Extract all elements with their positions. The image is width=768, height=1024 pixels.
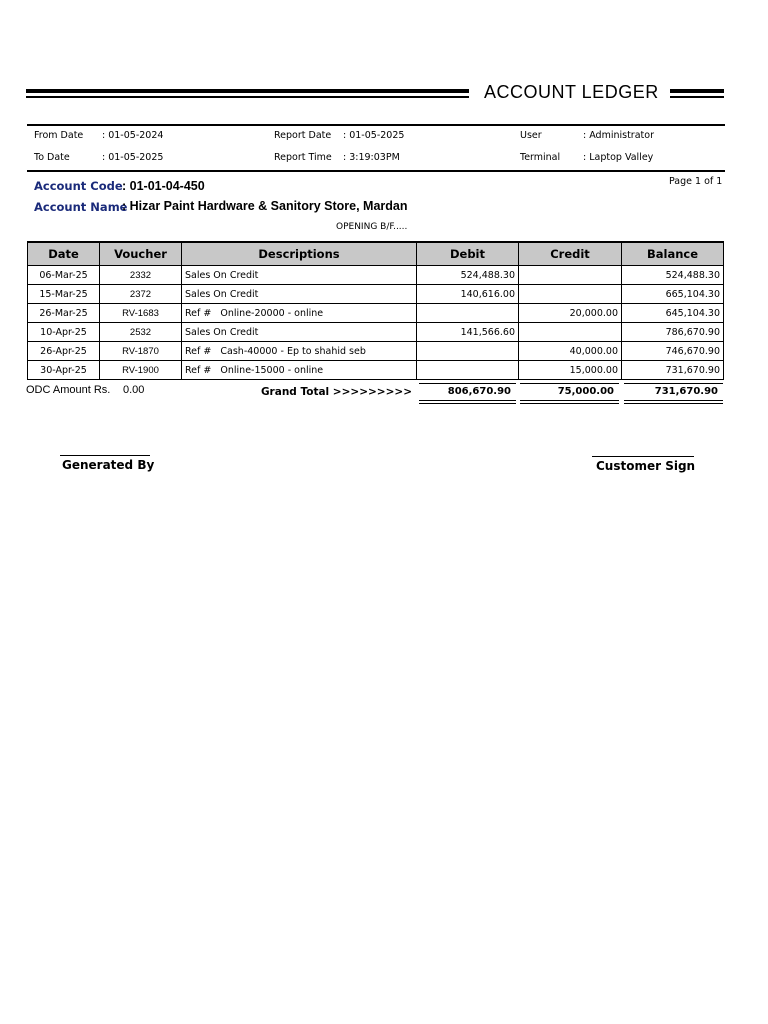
cell-debit: [417, 361, 519, 380]
cell-credit: [519, 266, 622, 285]
total-balance-underline-1: [624, 400, 723, 401]
report-time-label: Report Time: [274, 152, 332, 163]
report-date-label: Report Date: [274, 130, 332, 141]
cell-credit: 40,000.00: [519, 342, 622, 361]
cell-debit: 141,566.60: [417, 323, 519, 342]
cell-credit: [519, 285, 622, 304]
cell-debit: [417, 342, 519, 361]
terminal-value: : Laptop Valley: [583, 152, 654, 163]
cell-balance: 746,670.90: [622, 342, 724, 361]
total-debit-top-rule: [419, 383, 516, 384]
cell-description: Ref # Online-15000 - online: [182, 361, 417, 380]
grand-total-balance: 731,670.90: [654, 386, 718, 397]
col-header-voucher: Voucher: [100, 242, 182, 266]
cell-voucher: RV-1870: [100, 342, 182, 361]
to-date-value: : 01-05-2025: [102, 152, 164, 163]
cell-balance: 786,670.90: [622, 323, 724, 342]
col-header-descriptions: Descriptions: [182, 242, 417, 266]
table-row: [28, 323, 724, 342]
cell-voucher: 2372: [100, 285, 182, 304]
total-balance-underline-2: [624, 403, 723, 404]
cell-date: 15-Mar-25: [28, 285, 100, 304]
total-debit-underline-2: [419, 403, 516, 404]
user-label: User: [520, 130, 542, 141]
generated-by-label: Generated By: [62, 458, 155, 472]
total-debit-underline-1: [419, 400, 516, 401]
from-date-value: : 01-05-2024: [102, 130, 164, 141]
customer-sign-line: [592, 456, 694, 457]
title-rule-right-thin: [670, 96, 724, 98]
total-credit-underline-1: [520, 400, 619, 401]
cell-date: 10-Apr-25: [28, 323, 100, 342]
cell-debit: 524,488.30: [417, 266, 519, 285]
odc-amount-label: ODC Amount Rs.: [26, 384, 111, 396]
col-header-credit: Credit: [519, 242, 622, 266]
cell-date: 30-Apr-25: [28, 361, 100, 380]
to-date-label: To Date: [34, 152, 70, 163]
cell-voucher: 2332: [100, 266, 182, 285]
col-header-debit: Debit: [417, 242, 519, 266]
col-header-date: Date: [28, 242, 100, 266]
total-balance-top-rule: [624, 383, 723, 384]
ledger-table: [27, 241, 724, 380]
account-code-label: Account Code: [34, 179, 123, 193]
table-row: [28, 285, 724, 304]
cell-credit: [519, 323, 622, 342]
account-name-value: : Hizar Paint Hardware & Sanitory Store, Mardan: [122, 199, 408, 213]
cell-description: Sales On Credit: [182, 323, 417, 342]
grand-total-debit: 806,670.90: [447, 386, 511, 397]
cell-description: Ref # Cash-40000 - Ep to shahid seb: [182, 342, 417, 361]
table-row: [28, 266, 724, 285]
cell-balance: 645,104.30: [622, 304, 724, 323]
cell-description: Sales On Credit: [182, 285, 417, 304]
cell-debit: 140,616.00: [417, 285, 519, 304]
cell-balance: 731,670.90: [622, 361, 724, 380]
grand-total-credit: 75,000.00: [557, 386, 614, 397]
odc-amount-value: 0.00: [123, 384, 145, 396]
report-time-value: : 3:19:03PM: [343, 152, 400, 163]
title-rule-right-thick: [670, 89, 724, 93]
from-date-label: From Date: [34, 130, 84, 141]
cell-date: 26-Apr-25: [28, 342, 100, 361]
title-rule-left-thick: [26, 89, 469, 93]
account-code-value: : 01-01-04-450: [122, 179, 205, 193]
total-credit-top-rule: [520, 383, 619, 384]
cell-balance: 665,104.30: [622, 285, 724, 304]
title-rule-left-thin: [26, 96, 469, 98]
cell-description: Ref # Online-20000 - online: [182, 304, 417, 323]
header-bottom-rule: [27, 170, 725, 172]
report-title: ACCOUNT LEDGER: [484, 82, 659, 102]
cell-voucher: RV-1900: [100, 361, 182, 380]
table-row: [28, 304, 724, 323]
report-date-value: : 01-05-2025: [343, 130, 405, 141]
grand-total-label: Grand Total >>>>>>>>>: [260, 386, 412, 398]
cell-debit: [417, 304, 519, 323]
cell-voucher: RV-1683: [100, 304, 182, 323]
cell-date: 06-Mar-25: [28, 266, 100, 285]
total-credit-underline-2: [520, 403, 619, 404]
page-number: Page 1 of 1: [669, 176, 723, 187]
table-row: [28, 361, 724, 380]
account-name-label: Account Name: [34, 200, 128, 214]
col-header-balance: Balance: [622, 242, 724, 266]
opening-balance-label: OPENING B/F.....: [336, 222, 408, 232]
cell-credit: 15,000.00: [519, 361, 622, 380]
cell-description: Sales On Credit: [182, 266, 417, 285]
user-value: : Administrator: [583, 130, 654, 141]
terminal-label: Terminal: [520, 152, 561, 163]
header-top-rule: [27, 124, 725, 126]
table-row: [28, 342, 724, 361]
cell-balance: 524,488.30: [622, 266, 724, 285]
cell-credit: 20,000.00: [519, 304, 622, 323]
generated-by-line: [60, 455, 150, 456]
ledger-header-row: [28, 242, 724, 266]
cell-voucher: 2532: [100, 323, 182, 342]
customer-sign-label: Customer Sign: [596, 459, 696, 473]
cell-date: 26-Mar-25: [28, 304, 100, 323]
